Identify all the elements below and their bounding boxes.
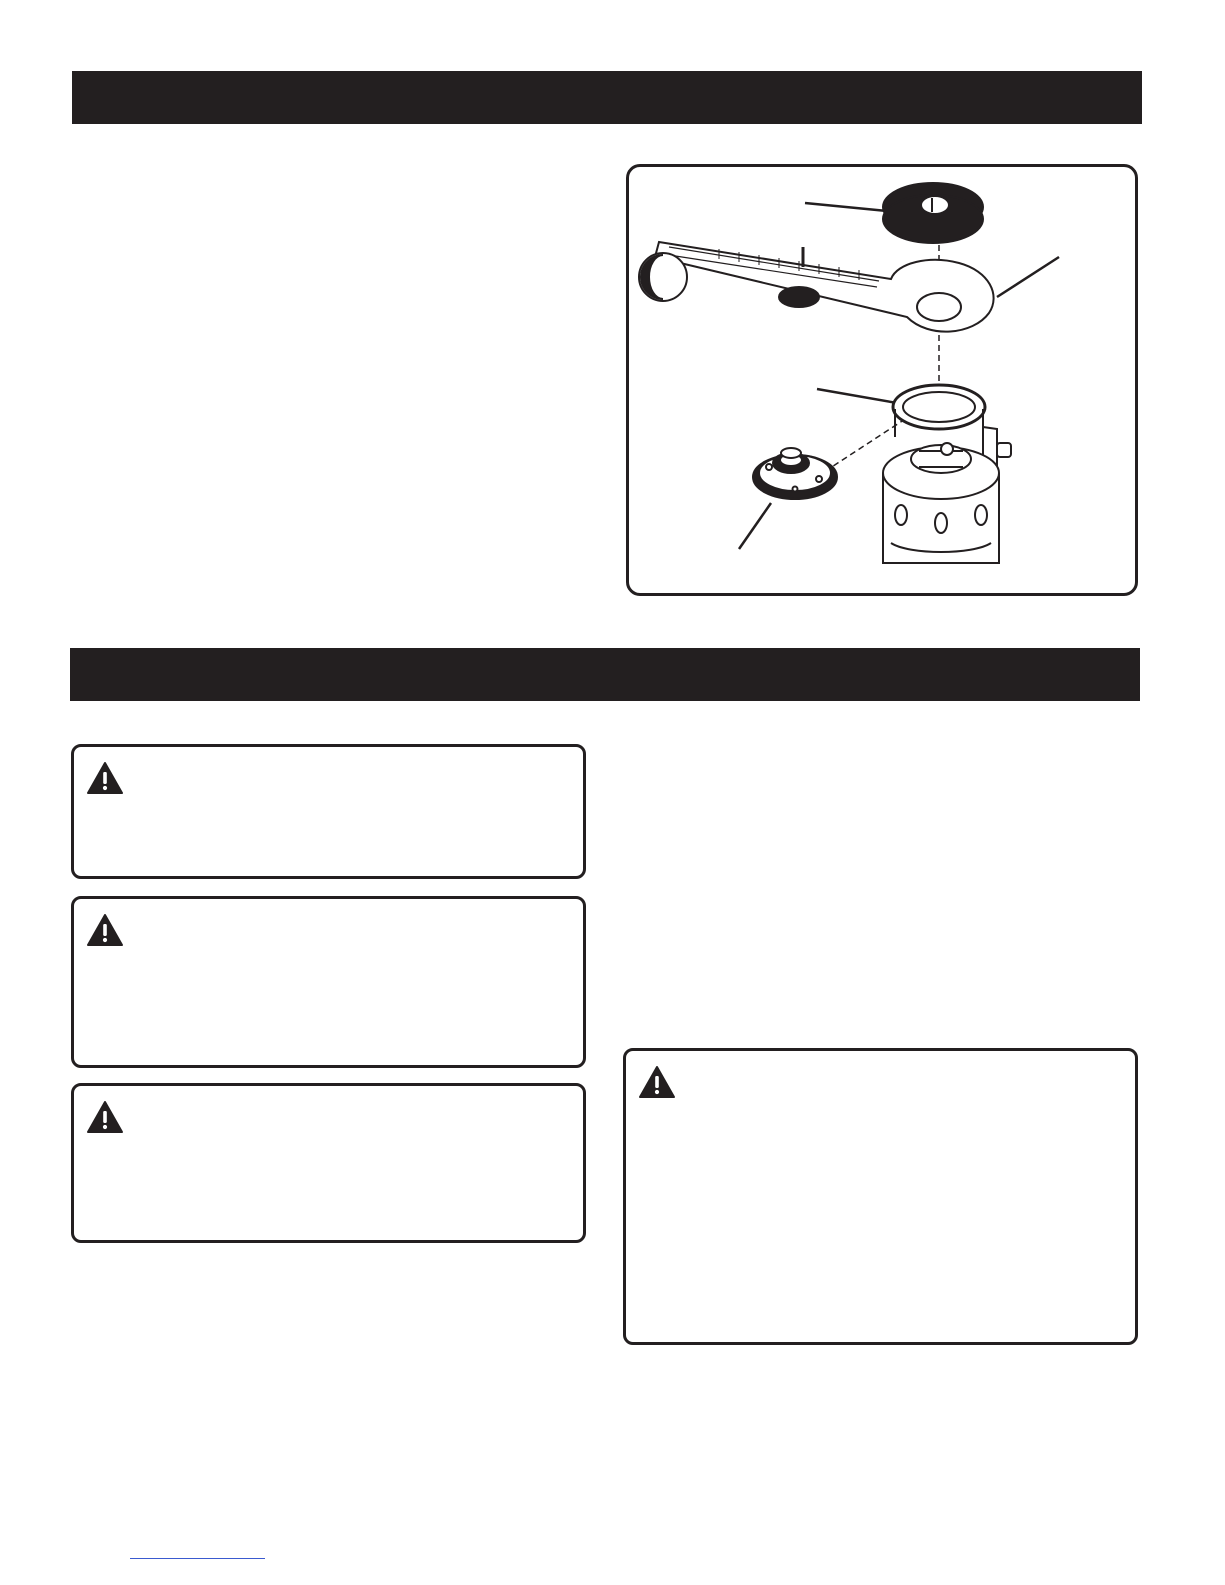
warning-box-3	[71, 1083, 586, 1243]
callout-line-sleeve	[817, 389, 897, 403]
assembly-figure	[626, 164, 1138, 596]
section-header-bar-1	[72, 71, 1142, 124]
callout-line-depth-knob	[805, 203, 887, 211]
callout-line-cutter-arm	[997, 257, 1059, 297]
warning-box-4	[623, 1048, 1138, 1345]
warning-triangle-icon	[86, 761, 124, 795]
warning-box-2	[71, 896, 586, 1068]
warning-triangle-icon	[86, 913, 124, 947]
warning-triangle-icon	[638, 1065, 676, 1099]
warning-box-1	[71, 744, 586, 879]
circle-cutter-assembly-illustration	[629, 167, 1135, 593]
warning-triangle-icon	[86, 1100, 124, 1134]
footer-link-underline[interactable]	[130, 1558, 265, 1559]
callout-line-base-flange	[739, 503, 771, 549]
section-header-bar-2	[70, 648, 1140, 701]
